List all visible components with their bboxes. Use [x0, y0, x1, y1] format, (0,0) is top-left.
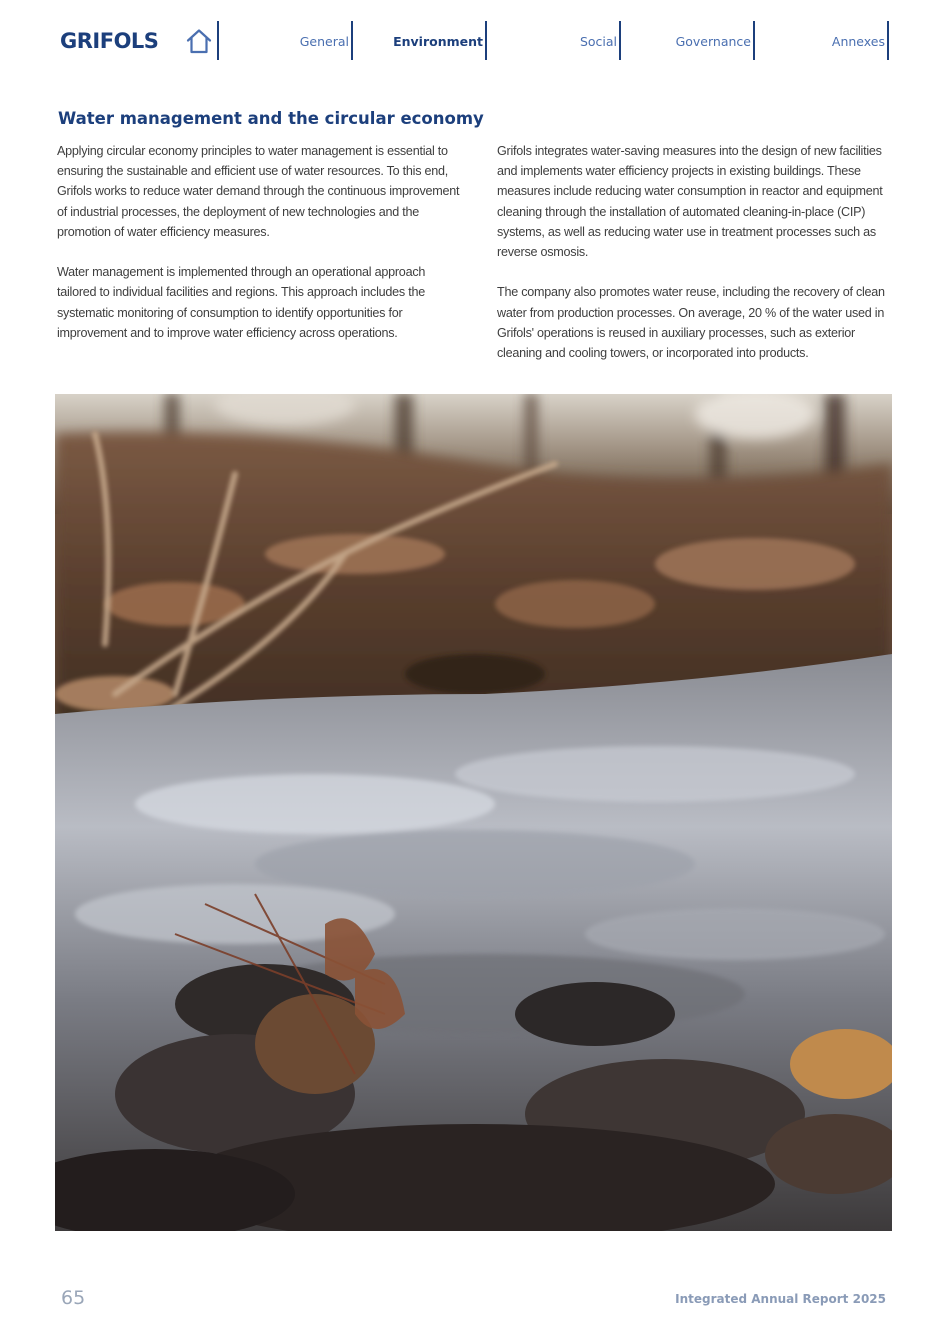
nav-separator	[217, 21, 219, 60]
nav-separator	[485, 21, 487, 60]
text-column-left	[57, 141, 462, 363]
paragraph: Grifols integrates water-saving measures into the design of new facilities and implements water efficiency projects in existing buildings. These measures include reducing water consumption in reactor and equipment cleaning through the installation of automated cleaning-in-place (CIP) systems, as well as reducing water use in treatment processes such as reverse osmosis.	[497, 144, 883, 260]
nav-general[interactable]: General	[299, 34, 349, 49]
nav-separator	[619, 21, 621, 60]
report-title[interactable]: Integrated Annual Report 2025	[675, 1292, 886, 1306]
paragraph: Water management is implemented through an operational approach tailored to individual facilities and regions. This approach includes the systematic monitoring of consumption to identify opportunities for improvement and to improve water efficiency across operations.	[57, 265, 426, 340]
grifols-logo[interactable]: GRIFOLS	[60, 29, 159, 53]
paragraph: The company also promotes water reuse, including the recovery of clean water from production processes. On average, 20 % of the water used in Grifols' operations is reused in auxiliary processes, such as exterior cleaning and cooling towers, or incorporated into products.	[497, 285, 885, 361]
nav-environment[interactable]: Environment	[393, 34, 483, 49]
nav-annexes[interactable]: Annexes	[831, 34, 885, 49]
stream-photo	[55, 394, 892, 1231]
text-column-right	[497, 141, 899, 383]
nav-separator	[887, 21, 889, 60]
nav-separator	[351, 21, 353, 60]
nav-social[interactable]: Social	[579, 34, 617, 49]
nav-governance[interactable]: Governance	[675, 34, 751, 49]
page-number: 65	[61, 1287, 86, 1309]
nav-separator	[753, 21, 755, 60]
paragraph: Applying circular economy principles to water management is essential to ensuring the sustainable and efficient use of water resources. To this end, Grifols works to reduce water demand through the continuous improvement of industrial processes, the deployment of new technologies and the promotion of water efficiency measures.	[57, 144, 460, 239]
section-title: Water management and the circular economy	[58, 109, 484, 128]
home-icon[interactable]	[185, 28, 213, 54]
